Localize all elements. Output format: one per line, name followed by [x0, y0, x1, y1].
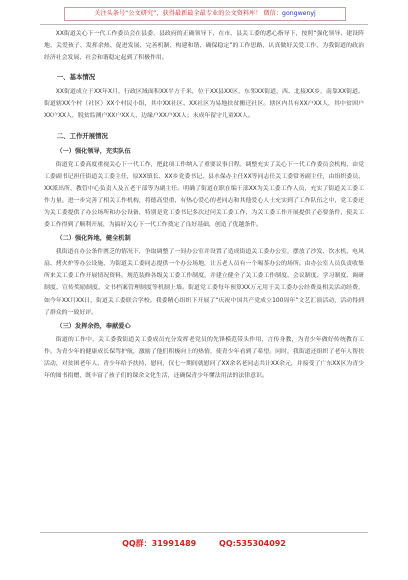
banner-text: 关注头条号“公文研究”，获得最新最全最专业的公文资料库！ 微信：: [94, 10, 283, 17]
footer-divider: [40, 532, 368, 533]
qq-group-text: QQ群：31991489: [122, 539, 197, 548]
header-divider: [40, 24, 368, 25]
qq-text: QQ:535304092: [219, 539, 286, 548]
footer-contact: [0, 538, 408, 549]
subsection-dedication-paragraph: 街道的工作中，关工委我街道关工委成员充分发挥老党员的先锋模范带头作用，言传身教，为青少年做好传统教育工作。为青少年的健康成长保驾护航，激励了他们积极向上的热情，使青少年看到了希望。同时，我街道还组织了老年人帮扶活动，对贫困老年人、青少年给予扶持，慰问，仅七一期间就慰问了XX余名老同志共计XX余元，并接受了广东XX区为青少年的图书捐赠，既丰富了孩子们的课余文化生活，还确保青少年懂法用法的法律意识。: [44, 336, 364, 379]
subsection-position-paragraph: 我街道在办公条件匮乏的情况下，争取调整了一间办公室并设置了造成街道关工委办公室，摆放了沙发、饮水机、电风扇、烤火炉等办公设施，为街道关工委同志提供一个办公场地，让五老人员有一个喝茶办公的场所。由办公室人员负责收集所来关工委工作开展情况资料。规范装修各级关工委工作制度，并建立健全了关工委工作制度、会议制度、学习制度、调研制度、宣传奖励制度、文书档案管理制度等机制上墙。街道党工委每年预算XX万元用于关工委办公经费及相关活动经费，如今年XX月XX日，街道关工委联合学校。我委精心组织下开展了“庆祝中国共产党成立100周年”文艺汇演活动，活动得到了群众的一致好评。: [44, 249, 364, 316]
header-banner: [64, 7, 346, 21]
subsection-title-leadership: （一）强化领导，充实队伍: [56, 147, 131, 155]
intro-paragraph: XX街道关心下一代工作委员会在县委、县政府的正确领导下，在市、县关工委的悉心指导下，按照“强化领导、建设阵地、关爱孩子、发挥余热、促进发展、完善机制、构建和谐、确保稳定”的工作思路，认真做好关爱工作，为我街道的政治经济社会发展、社会和谐稳定起到了积极作用。: [44, 31, 364, 62]
wechat-id: gongwenyj: [282, 10, 316, 17]
subsection-leadership-paragraph: 街道党工委高度重视关心下一代工作，把此项工作纳入了重要议事日程。调整充实了关心下一代工作委员会机构，由党工委副书记担任街道关工委主任，原XX镇长、XX乡党委书记、县水保办主任XX等同志任关工委常务副主任，由组织委员、XX派出所、教管中心负责人及五老干部等为副主任。明确了街道在职在编干部XX为关工委工作人员，充实了街道关工委工作力量。进一步完善了相关工作机构，将德高望重、有热心爱心的老同志和其他爱心人士充实到了工作队伍之中，党工委还为关工委提供了办公场所和办公设备，特别是党工委书记多次过问关工委工作，为关工委工作开展提供了必要条件，使关工委工作得到了顺利开展，为搞好关心下一代工作奠定了良好基础，创造了优越条件。: [44, 161, 364, 229]
section-basic-paragraph: XX街道成立于XX年X月，行政区域面积XX平方千米，位于XX县XX区，东邻XX街道，西、北接XX乡，南靠XX街道。街道辖XX个村（社区）XX个村民小组，其中XX社区、XX社区为易地扶贫搬迁社区。辖区内共有XX户XX人，其中贫困户XX户XX人，脱贫监测户XX户XX人，边缘户XX户XX人；未成年留守儿童XX人。: [44, 89, 364, 120]
document-body: [44, 28, 364, 382]
subsection-title-dedication: （三）发挥余热，奉献爱心: [56, 322, 131, 330]
section-title-work: 二、工作开展情况: [56, 131, 108, 140]
section-title-basic: 一、基本情况: [56, 73, 96, 82]
subsection-title-position: （二）强化阵地，健全机制: [56, 235, 131, 243]
